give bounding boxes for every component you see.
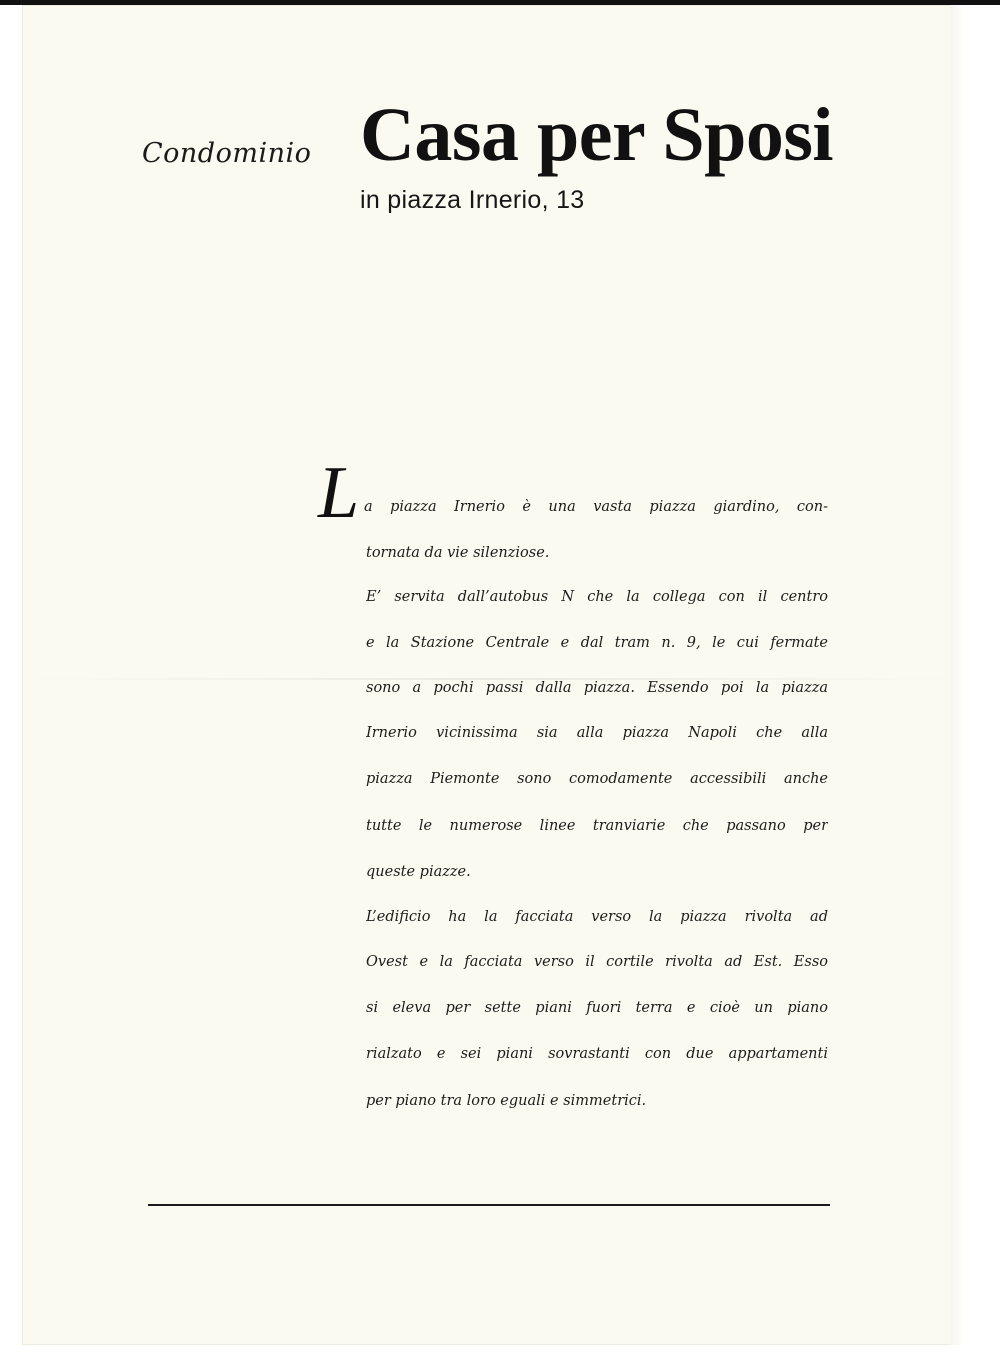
body-line: Ovest e la facciata verso il cortile rivolta ad Est. Esso xyxy=(366,954,828,970)
header-prefix: Condominio xyxy=(142,138,312,169)
bottom-rule-divider xyxy=(148,1204,830,1206)
page-title: Casa per Sposi xyxy=(360,93,834,177)
body-line: tutte le numerose linee tranviarie che passano per xyxy=(366,818,828,834)
body-line: E’ servita dall’autobus N che la collega con il centro xyxy=(366,589,828,605)
body-line: si eleva per sette piani fuori terra e cioè un piano xyxy=(366,1000,828,1016)
body-line: a piazza Irnerio è una vasta piazza giardino, con- xyxy=(364,499,828,515)
body-line: e la Stazione Centrale e dal tram n. 9, le cui fermate xyxy=(366,635,828,651)
body-line: queste piazze. xyxy=(366,864,471,880)
body-line: piazza Piemonte sono comodamente accessibili anche xyxy=(366,771,828,787)
header-address: in piazza Irnerio, 13 xyxy=(360,186,585,214)
body-line: rialzato e sei piani sovrastanti con due appartamenti xyxy=(366,1046,828,1062)
body-line: Irnerio vicinissima sia alla piazza Napoli che alla xyxy=(366,725,828,741)
body-line: per piano tra loro eguali e simmetrici. xyxy=(366,1093,647,1109)
page-right-edge xyxy=(950,5,964,1345)
body-line: sono a pochi passi dalla piazza. Essendo poi la piazza xyxy=(366,680,828,696)
body-line: tornata da vie silenziose. xyxy=(366,545,550,561)
body-line: L’edificio ha la facciata verso la piazza rivolta ad xyxy=(366,909,828,925)
drop-cap: L xyxy=(318,452,360,534)
